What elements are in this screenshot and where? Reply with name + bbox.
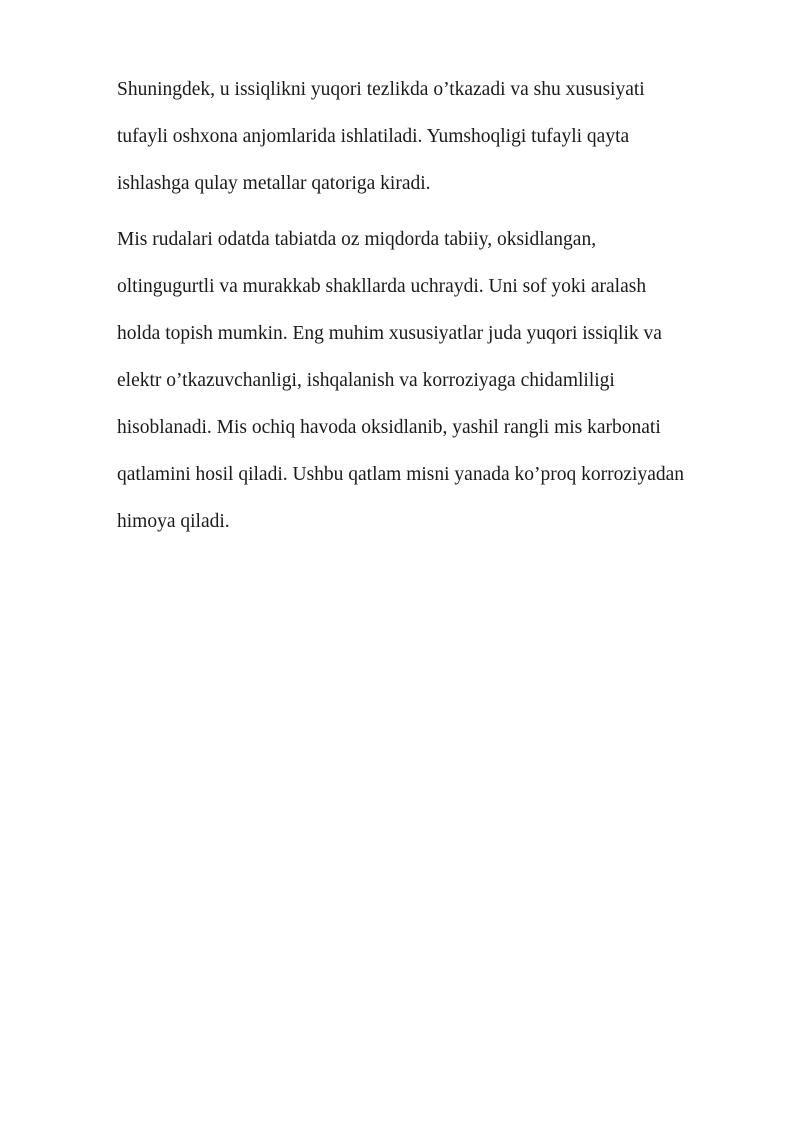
paragraph-line: tufayli oshxona anjomlarida ishlatiladi. Yumshoqligi tufayli qayta bbox=[117, 126, 630, 147]
paragraph-spacing bbox=[117, 200, 757, 224]
paragraph-line: qatlamini hosil qiladi. Ushbu qatlam misni yanada ko’proq korroziyadan bbox=[117, 464, 685, 485]
paragraph-line: elektr o’tkazuvchanligi, ishqalanish va korroziyaga chidamliligi bbox=[117, 370, 615, 391]
paragraph-line: hisoblanadi. Mis ochiq havoda oksidlanib, yashil rangli mis karbonati bbox=[117, 417, 661, 438]
paragraph-1 bbox=[117, 74, 757, 200]
paragraph-line: ishlashga qulay metallar qatoriga kiradi. bbox=[117, 173, 431, 194]
paragraph-line: holda topish mumkin. Eng muhim xususiyatlar juda yuqori issiqlik va bbox=[117, 323, 662, 344]
paragraph-line: oltingugurtli va murakkab shakllarda uchraydi. Uni sof yoki aralash bbox=[117, 276, 647, 297]
paragraph-line: Mis rudalari odatda tabiatda oz miqdorda tabiiy, oksidlangan, bbox=[117, 229, 597, 250]
paragraph-line: himoya qiladi. bbox=[117, 511, 230, 532]
paragraph-2 bbox=[117, 224, 757, 538]
document-body bbox=[117, 74, 757, 538]
paragraph-line: Shuningdek, u issiqlikni yuqori tezlikda o’tkazadi va shu xususiyati bbox=[117, 79, 645, 100]
